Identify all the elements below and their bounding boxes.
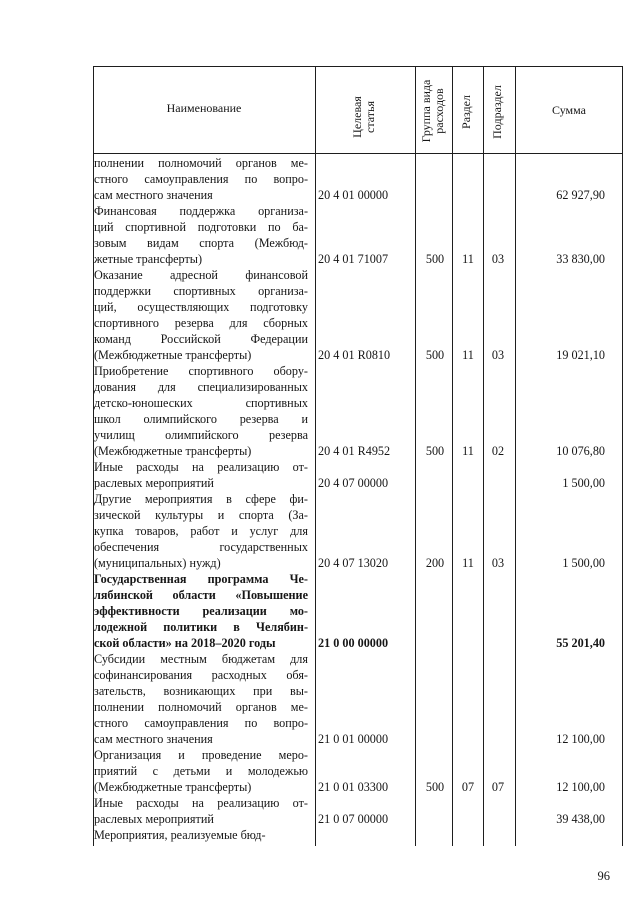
row-name-line: детско-юношеских спортивных (94, 396, 308, 410)
expense-group-cell: 500 (425, 252, 445, 266)
row-name-line: стного самоуправления по вопро- (94, 172, 308, 186)
row-name-line: приятий с детьми и молодежью (94, 764, 308, 778)
row-name-line: школ олимпийского резерва и (94, 412, 308, 426)
row-name-line: Мероприятия, реализуемые бюд- (94, 828, 266, 842)
amount-cell: 39 438,00 (556, 812, 605, 826)
section-cell: 07 (461, 780, 475, 794)
row-name-line: сам местного значения (94, 188, 213, 202)
row-name-line: Другие мероприятия в сфере фи- (94, 492, 308, 506)
target-code-cell: 20 4 01 71007 (318, 252, 389, 266)
header-subsection: Подраздел (490, 85, 504, 139)
amount-cell: 33 830,00 (556, 252, 605, 266)
column-border-section (483, 66, 484, 846)
target-code-cell: 20 4 01 R4952 (318, 444, 391, 458)
row-name-line: Приобретение спортивного обору- (94, 364, 308, 378)
subsection-cell: 03 (491, 556, 505, 570)
header-section: Раздел (459, 95, 473, 129)
amount-cell: 12 100,00 (556, 780, 605, 794)
amount-cell: 19 021,10 (556, 348, 605, 362)
header-name: Наименование (166, 101, 242, 115)
row-name-line: (Межбюджетные трансферты) (94, 780, 252, 794)
target-code-cell: 20 4 01 00000 (318, 188, 389, 202)
expense-group-cell: 500 (425, 348, 445, 362)
row-name-line: зательств, возникающих при вы- (94, 684, 308, 698)
amount-cell: 10 076,80 (556, 444, 605, 458)
row-name-line: полнении полномочий органов ме- (94, 156, 308, 170)
column-border-group (452, 66, 453, 846)
row-name-line: Оказание адресной финансовой (94, 268, 308, 282)
subsection-cell: 03 (491, 252, 505, 266)
row-name-line: училищ олимпийского резерва (94, 428, 308, 442)
amount-cell: 1 500,00 (562, 556, 605, 570)
target-code-cell: 21 0 01 03300 (318, 780, 389, 794)
target-code-cell: 21 0 00 00000 (318, 636, 389, 650)
row-name-line: дования для специализированных (94, 380, 308, 394)
row-name-line: Организация и проведение меро- (94, 748, 308, 762)
subsection-cell: 02 (491, 444, 505, 458)
row-name-line: раслевых мероприятий (94, 476, 214, 490)
row-name-line: Иные расходы на реализацию от- (94, 460, 308, 474)
target-code-cell: 20 4 07 00000 (318, 476, 389, 490)
row-name-line: Субсидии местным бюджетам для (94, 652, 308, 666)
amount-cell: 12 100,00 (556, 732, 605, 746)
column-border-name (315, 66, 316, 846)
section-cell: 11 (462, 348, 474, 362)
row-name-line: зической культуры и спорта (За- (94, 508, 308, 522)
row-name-line: (Межбюджетные трансферты) (94, 444, 252, 458)
amount-cell: 62 927,90 (556, 188, 605, 202)
header-group: Группа вида расходов (419, 79, 446, 143)
row-name-line: лябинской области «Повышение (94, 588, 308, 602)
section-cell: 11 (462, 252, 474, 266)
row-name-line: команд Российской Федерации (94, 332, 308, 346)
amount-cell: 55 201,40 (556, 636, 605, 650)
row-name-line: софинансирования расходных обя- (94, 668, 308, 682)
row-name-line: зовым видам спорта (Межбюд- (94, 236, 308, 250)
expense-group-cell: 500 (425, 780, 445, 794)
target-code-cell: 20 4 07 13020 (318, 556, 389, 570)
row-name-line: поддержки спортивных организа- (94, 284, 308, 298)
row-name-line: эффективности реализации мо- (94, 604, 308, 618)
column-border-subsection (515, 66, 516, 846)
column-border-right (622, 66, 623, 846)
amount-cell: 1 500,00 (562, 476, 605, 490)
row-name-line: сам местного значения (94, 732, 213, 746)
target-code-cell: 21 0 01 00000 (318, 732, 389, 746)
row-name-line: жетные трансферты) (94, 252, 203, 266)
column-border-code (415, 66, 416, 846)
target-code-cell: 20 4 01 R0810 (318, 348, 391, 362)
expense-group-cell: 500 (425, 444, 445, 458)
row-name-line: раслевых мероприятий (94, 812, 214, 826)
row-name-line: полнении полномочий органов ме- (94, 700, 308, 714)
row-name-line: Иные расходы на реализацию от- (94, 796, 308, 810)
row-name-line: Финансовая поддержка организа- (94, 204, 308, 218)
page-number: 96 (597, 869, 610, 883)
target-code-cell: 21 0 07 00000 (318, 812, 389, 826)
header-sum: Сумма (552, 103, 586, 117)
row-name-line: ций, осуществляющих подготовку (94, 300, 308, 314)
row-name-line: ской области» на 2018–2020 годы (94, 636, 276, 650)
row-name-line: Государственная программа Че- (94, 572, 308, 586)
subsection-cell: 03 (491, 348, 505, 362)
section-cell: 11 (462, 444, 474, 458)
section-cell: 11 (462, 556, 474, 570)
header-target: Целевая статья (350, 96, 377, 138)
row-name-line: купка товаров, работ и услуг для (94, 524, 308, 538)
subsection-cell: 07 (491, 780, 505, 794)
row-name-line: стного самоуправления по вопро- (94, 716, 308, 730)
row-name-line: лодежной политики в Челябин- (94, 620, 308, 634)
row-name-line: ций спортивной подготовки по ба- (94, 220, 308, 234)
expense-group-cell: 200 (425, 556, 445, 570)
row-name-line: спортивного резерва для сборных (94, 316, 308, 330)
row-name-line: (Межбюджетные трансферты) (94, 348, 252, 362)
row-name-line: (муниципальных) нужд) (94, 556, 221, 570)
row-name-line: обеспечения государственных (94, 540, 308, 554)
